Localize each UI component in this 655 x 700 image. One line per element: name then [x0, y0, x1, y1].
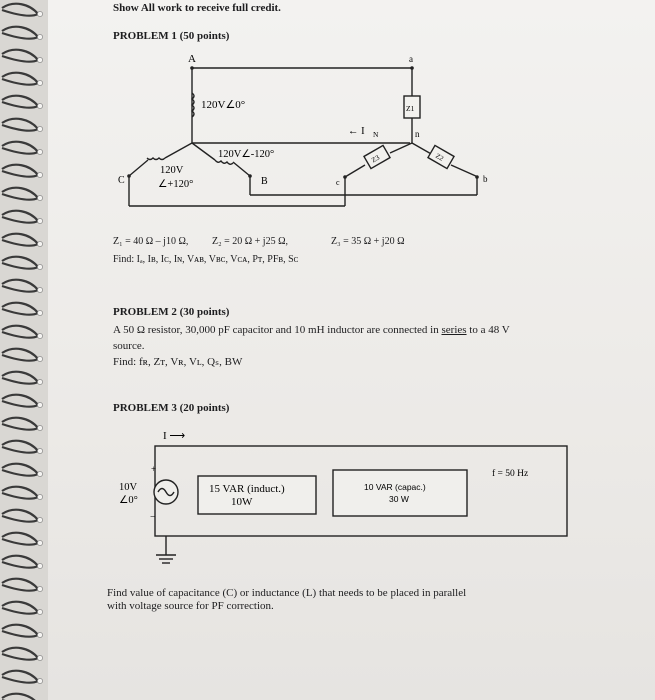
z1-value: Z₁ = 40 Ω – j10 Ω,	[113, 236, 189, 247]
problem2-line1-post: to a 48 V	[466, 324, 510, 336]
problem3-question-line2: with voltage source for PF correction.	[107, 600, 274, 612]
z3-value: Z₃ = 35 Ω + j20 Ω	[331, 236, 405, 247]
source-c-mag: 120V	[160, 165, 184, 176]
plus-sign: +	[151, 464, 157, 474]
problem2-series-word: series	[441, 324, 467, 336]
z2-label: Z2	[434, 151, 445, 163]
load1-line2: 10W	[231, 496, 253, 508]
problem3-title: PROBLEM 3 (20 points)	[113, 402, 230, 414]
load2-line2: 30 W	[389, 494, 409, 504]
minus-sign: −	[150, 512, 156, 523]
problem1-title: PROBLEM 1 (50 points)	[113, 30, 230, 42]
source-voltage-angle: ∠0°	[119, 495, 138, 506]
node-a-upper: A	[188, 53, 196, 65]
instruction-text: Show All work to receive full credit.	[113, 2, 281, 14]
problem3-current-label: I ⟶	[163, 430, 186, 442]
source-a-label: 120V∠0°	[201, 99, 246, 111]
load1-line1: 15 VAR (induct.)	[209, 483, 285, 495]
problem2-title: PROBLEM 2 (30 points)	[113, 306, 230, 318]
source-voltage-mag: 10V	[119, 482, 138, 493]
node-b-lower: b	[483, 174, 488, 184]
node-n: n	[415, 129, 420, 139]
current-in-subscript: N	[373, 130, 379, 139]
node-c-lower: c	[336, 178, 340, 187]
frequency-label: f = 50 Hz	[492, 469, 529, 479]
source-c-angle: ∠+120°	[158, 179, 194, 190]
node-a-lower: a	[409, 54, 413, 64]
problem1-find: Find: Iₐ, Iʙ, Iᴄ, Iɴ, Vᴀʙ, Vʙᴄ, Vᴄᴀ, Pᴛ, PFʙ, Sᴄ	[113, 254, 299, 265]
problem2-line1-pre: A 50 Ω resistor, 30,000 pF capacitor and 10 mH inductor are connected in	[113, 324, 442, 336]
z3-label: Z3	[370, 153, 382, 165]
node-b-upper: B	[261, 176, 268, 187]
problem2-find: Find: fʀ, Zᴛ, Vʀ, Vʟ, Qₛ, BW	[113, 356, 243, 368]
problem3-question-line1: Find value of capacitance (C) or inductance (L) that needs to be placed in parallel	[107, 587, 467, 599]
z2-value: Z₂ = 20 Ω + j25 Ω,	[212, 236, 289, 247]
source-b-label: 120V∠-120°	[218, 149, 275, 160]
load2-line1: 10 VAR (capac.)	[364, 482, 426, 492]
current-in-label: ← I	[348, 126, 365, 137]
node-c-upper: C	[118, 175, 125, 186]
problem2-statement-line2: source.	[113, 340, 145, 352]
z1-label: Z1	[406, 104, 415, 113]
